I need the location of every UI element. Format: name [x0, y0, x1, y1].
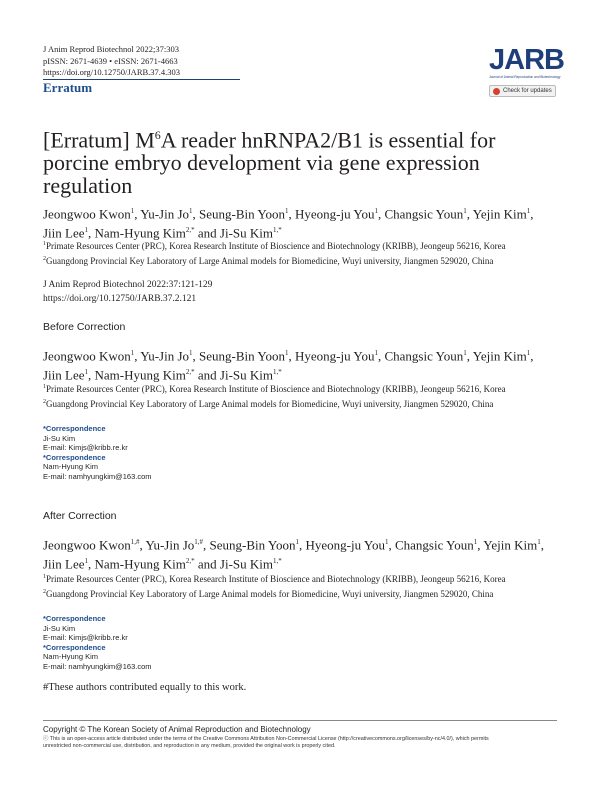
author-affiliation-marker: 1	[463, 207, 467, 215]
before-affiliation-2-number: 2	[43, 398, 46, 405]
copyright-text: Copyright © The Korean Society of Animal Reproduction and Biotechnology	[43, 725, 311, 734]
before-affiliations	[43, 381, 563, 410]
footer	[43, 725, 563, 750]
original-doi-link[interactable]: https://doi.org/10.12750/JARB.37.2.121	[43, 294, 197, 304]
author-name: Jiin Lee	[43, 367, 85, 383]
author-affiliation-marker: 2,*	[185, 557, 195, 566]
after-affiliation-1-number: 1	[43, 574, 46, 580]
author-affiliation-marker: 1	[130, 207, 135, 215]
author-name: Yu-Jin Jo	[140, 348, 190, 364]
correspondence-name: Nam-Hyung Kim	[43, 462, 99, 472]
author-name: Seung-Bin Yoon	[199, 206, 286, 222]
license-text	[43, 736, 563, 750]
author-name: Nam-Hyung Kim	[94, 367, 186, 383]
author-name: Seung-Bin Yoon	[209, 537, 296, 553]
author-affiliation-marker: 1	[374, 349, 378, 357]
journal-issn: pISSN: 2671-4639 • eISSN: 2671-4663	[43, 55, 178, 66]
author-list	[43, 203, 563, 242]
after-author-line-1: Jeongwoo Kwon$^{1,\#}$, Yu-Jin $Jo^{1,\#}$, Seung-Bin Yoon$^1$, Hyeong-ju You$^1$, Changsic Youn$^1$, Yejin Kim$^1$,	[43, 537, 544, 553]
author-affiliation-marker: 1	[384, 538, 389, 546]
author-affiliation-marker: 1	[526, 207, 531, 215]
author-name: Hyeong-ju You	[305, 537, 385, 553]
author-affiliation-marker: 2,*	[185, 368, 195, 377]
author-name: Ji-Su Kim	[219, 225, 273, 241]
author-name: Yejin Kim	[483, 537, 538, 553]
after-correspondence	[43, 614, 152, 672]
journal-meta	[43, 44, 180, 79]
license-line-2: unrestricted non-commercial use, distribution, and reproduction in any medium, provided the original work is properly cited.	[43, 743, 336, 749]
author-affiliation-marker: 1,*	[273, 226, 282, 235]
check-updates-icon	[493, 88, 500, 95]
author-name: Yu-Jin Jo	[140, 206, 190, 222]
affiliation-2-text: Guangdong Provincial Key Laboratory of Large Animal models for Biomedicine, Wuyi university, Jiangmen 529020, China	[46, 255, 494, 266]
before-correction-heading: Before Correction	[43, 321, 126, 333]
author-line-2: Jiin Lee$^1$, Nam-Hyung Kim$^{2,*}$ and Ji-Su Kim$^{1,*}$	[43, 225, 282, 241]
author-affiliation-marker: 1	[84, 368, 89, 377]
journal-doi-link[interactable]: https://doi.org/10.12750/JARB.37.4.303	[43, 67, 181, 77]
author-affiliation-marker: 1	[84, 557, 89, 566]
author-affiliation-marker: 1	[295, 538, 300, 546]
author-name: Jeongwoo Kwon	[43, 206, 131, 222]
correspondence-label: *Correspondence	[43, 452, 106, 462]
article-title	[43, 124, 563, 197]
author-name: Jeongwoo Kwon	[43, 537, 131, 553]
author-name: Hyeong-ju You	[295, 206, 375, 222]
correspondence-name: Ji-Su Kim	[43, 623, 76, 633]
affiliation-1-number: 1	[43, 241, 46, 247]
journal-logo	[489, 44, 564, 79]
title-superscript: 6	[154, 128, 161, 142]
before-affiliation-1-text: Primate Resources Center (PRC), Korea Research Institute of Bioscience and Biotechnology (KRIBB), Jeongeup 56216, Korea	[46, 384, 506, 394]
after-affiliation-1-text: Primate Resources Center (PRC), Korea Research Institute of Bioscience and Biotechnology (KRIBB), Jeongeup 56216, Korea	[46, 574, 506, 584]
journal-citation: J Anim Reprod Biotechnol 2022;37:303	[43, 44, 179, 54]
license-line-1: ⓒ This is an open-access article distributed under the terms of the Creative Commons Attribution Non-Commercial License (http://creativecommons.org/licenses/by-nc/4.0/), which permits	[43, 736, 489, 742]
author-name: Ji-Su Kim	[219, 556, 273, 572]
correspondence-email[interactable]: E-mail: namhyungkim@163.com	[43, 661, 152, 671]
author-line-1: Jeongwoo Kwon$^1$, Yu-Jin Jo$^1$, Seung-Bin Yoon$^1$, Hyeong-ju You$^1$, Changsic Youn$^1$, Yejin Kim$^1$,	[43, 206, 534, 222]
author-name: Jiin Lee	[43, 556, 85, 572]
logo-subtitle: Journal of Animal Reproduction and Biotechnology	[489, 75, 561, 79]
original-citation	[43, 278, 212, 306]
correspondence-label: *Correspondence	[43, 614, 106, 623]
author-name: Changsic Youn	[384, 348, 464, 364]
after-affiliation-1	[43, 571, 563, 586]
author-affiliation-marker: 1,#	[194, 538, 204, 546]
author-affiliation-marker: 1	[189, 207, 193, 215]
author-name: Ji-Su Kim	[219, 367, 273, 383]
affiliations	[43, 238, 563, 267]
author-name: Jiin Lee	[43, 225, 85, 241]
footer-divider	[43, 720, 557, 721]
title-part1: [Erratum] M	[43, 127, 155, 153]
before-affiliation-2	[43, 396, 563, 411]
author-name: Changsic Youn	[384, 206, 464, 222]
before-author-line-2: Jiin Lee$^1$, Nam-Hyung Kim$^{2,*}$ and Ji-Su Kim$^{1,*}$	[43, 367, 282, 383]
before-affiliation-1-number: 1	[43, 384, 46, 390]
original-citation-ref: J Anim Reprod Biotechnol 2022:37:121-129	[43, 280, 213, 290]
after-author-line-2: Jiin Lee$^1$, Nam-Hyung Kim$^{2,*}$ and Ji-Su Kim$^{1,*}$	[43, 556, 282, 572]
before-correspondence	[43, 424, 152, 482]
correspondence-email[interactable]: E-mail: Kimjs@kribb.re.kr	[43, 633, 128, 643]
after-correction-heading: After Correction	[43, 510, 117, 522]
author-name: Nam-Hyung Kim	[94, 556, 186, 572]
author-affiliation-marker: 1,*	[273, 368, 282, 377]
section-label: Erratum	[43, 80, 93, 95]
author-affiliation-marker: 1	[537, 538, 541, 546]
author-name: Changsic Youn	[394, 537, 474, 553]
author-name: Yejin Kim	[472, 206, 527, 222]
author-affiliation-marker: 1	[189, 349, 193, 357]
correspondence-email[interactable]: E-mail: Kimjs@kribb.re.kr	[43, 443, 128, 453]
correspondence-name: Nam-Hyung Kim	[43, 652, 99, 662]
correspondence-email[interactable]: E-mail: namhyungkim@163.com	[43, 471, 152, 481]
title-part2: A reader hnRNPA2/B1 is essential for porcine embryo development via gene expression regulation	[43, 127, 496, 199]
check-for-updates-button[interactable]	[489, 85, 556, 97]
check-updates-label: Check for updates	[503, 88, 552, 94]
author-name: Jeongwoo Kwon	[43, 348, 131, 364]
affiliation-1	[43, 238, 563, 253]
after-affiliation-2-text: Guangdong Provincial Key Laboratory of Large Animal models for Biomedicine, Wuyi university, Jiangmen 529020, China	[46, 588, 494, 599]
correspondence-label: *Correspondence	[43, 424, 106, 433]
author-name: Nam-Hyung Kim	[94, 225, 186, 241]
author-affiliation-marker: 1	[285, 349, 289, 357]
affiliation-2-number: 2	[43, 255, 46, 262]
author-name: Hyeong-ju You	[295, 348, 375, 364]
correspondence-name: Ji-Su Kim	[43, 433, 76, 443]
author-affiliation-marker: 1	[526, 349, 531, 357]
author-affiliation-marker: 1,#	[130, 538, 140, 546]
before-affiliation-1	[43, 381, 563, 396]
logo-text: JARB	[489, 44, 564, 76]
author-affiliation-marker: 1	[285, 207, 289, 215]
author-affiliation-marker: 1	[374, 207, 378, 215]
author-name: Yu-Jin Jo	[145, 537, 195, 553]
after-affiliations	[43, 571, 563, 600]
author-affiliation-marker: 1	[84, 226, 89, 235]
equal-contribution-note: #These authors contributed equally to this work.	[43, 682, 247, 693]
affiliation-2	[43, 253, 563, 268]
correspondence-label: *Correspondence	[43, 642, 106, 652]
before-author-line-1: Jeongwoo Kwon$^1$, Yu-Jin Jo$^1$, Seung-Bin Yoon$^1$, Hyeong-ju You$^1$, Changsic Youn$^1$, Yejin Kim$^1$,	[43, 348, 534, 364]
before-affiliation-2-text: Guangdong Provincial Key Laboratory of Large Animal models for Biomedicine, Wuyi university, Jiangmen 529020, China	[46, 398, 494, 409]
after-affiliation-2-number: 2	[43, 588, 46, 595]
after-author-list	[43, 534, 563, 573]
author-affiliation-marker: 2,*	[185, 226, 195, 235]
author-name: Seung-Bin Yoon	[199, 348, 286, 364]
after-affiliation-2	[43, 586, 563, 601]
author-name: Yejin Kim	[472, 348, 527, 364]
author-affiliation-marker: 1	[130, 349, 135, 357]
affiliation-1-text: Primate Resources Center (PRC), Korea Research Institute of Bioscience and Biotechnology (KRIBB), Jeongeup 56216, Korea	[46, 241, 506, 251]
author-affiliation-marker: 1,*	[273, 557, 282, 566]
author-affiliation-marker: 1	[473, 538, 478, 546]
author-affiliation-marker: 1	[463, 349, 467, 357]
before-author-list	[43, 345, 563, 384]
